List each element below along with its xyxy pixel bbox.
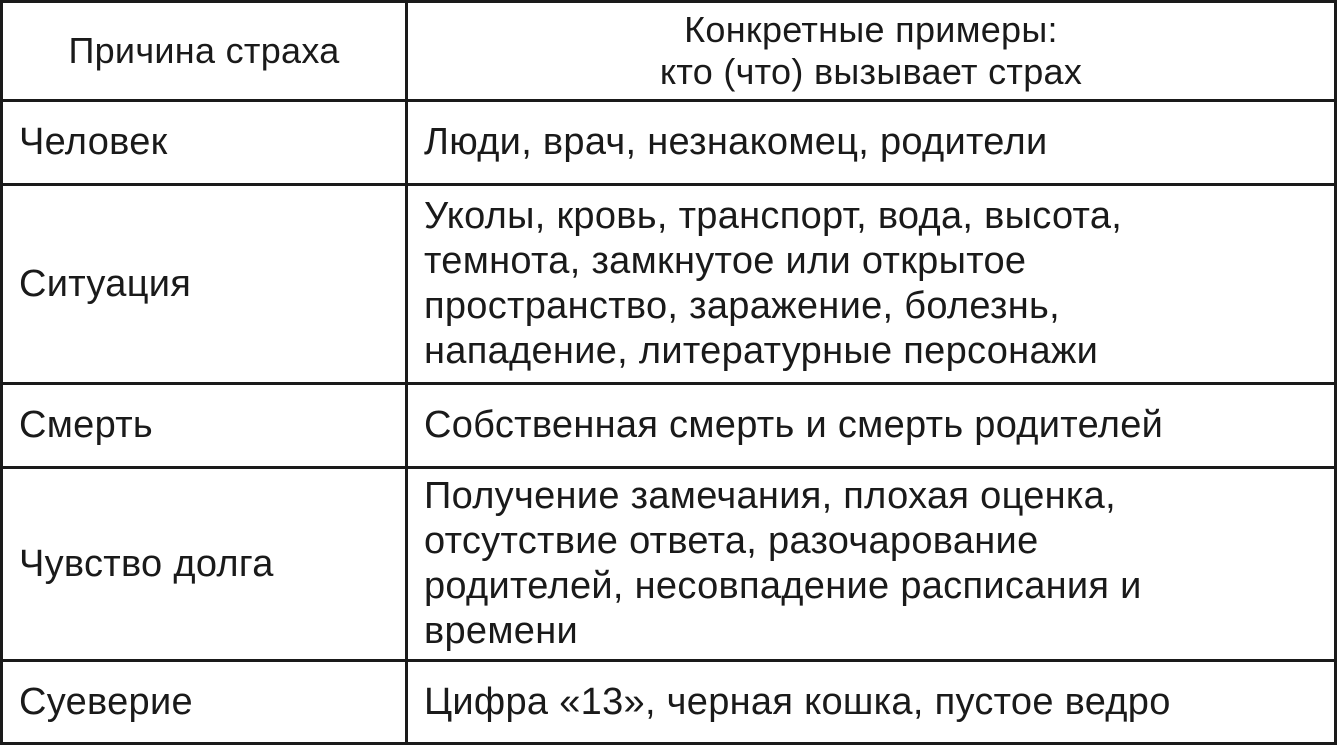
examples-line: пространство, заражение, болезнь, (424, 285, 1060, 327)
examples-line: нападение, литературные персонажи (424, 330, 1099, 372)
row-examples (408, 186, 1334, 385)
row-cause (3, 662, 408, 742)
examples-line: Собственная смерть и смерть родителей (424, 404, 1164, 446)
cause-label: Смерть (19, 404, 154, 446)
row-examples (408, 102, 1334, 186)
examples-line: родителей, несовпадение расписания и (424, 565, 1142, 607)
row-examples (408, 385, 1334, 469)
row-cause (3, 469, 408, 662)
examples-line: Люди, врач, незнакомец, родители (424, 121, 1048, 163)
row-cause (3, 385, 408, 469)
examples-line: Уколы, кровь, транспорт, вода, высота, (424, 195, 1123, 237)
examples-line: темнота, замкнутое или открытое (424, 240, 1027, 282)
examples-line: отсутствие ответа, разочарование (424, 520, 1039, 562)
examples-line: Цифра «13», черная кошка, пустое ведро (424, 680, 1171, 723)
cause-label: Человек (19, 121, 168, 163)
row-cause (3, 186, 408, 385)
header-cause (3, 3, 408, 102)
examples-line: времени (424, 610, 579, 652)
header-examples (408, 3, 1334, 102)
cause-label: Чувство долга (19, 542, 274, 585)
header-examples-line: кто (что) вызывает страх (659, 51, 1083, 92)
examples-line: Получение замечания, плохая оценка, (424, 475, 1116, 517)
header-cause-label: Причина страха (68, 30, 340, 71)
cause-label: Ситуация (19, 262, 192, 305)
row-cause (3, 102, 408, 186)
cause-label: Суеверие (19, 680, 193, 723)
header-examples-line: Конкретные примеры: (684, 9, 1058, 50)
row-examples (408, 469, 1334, 662)
row-examples (408, 662, 1334, 742)
